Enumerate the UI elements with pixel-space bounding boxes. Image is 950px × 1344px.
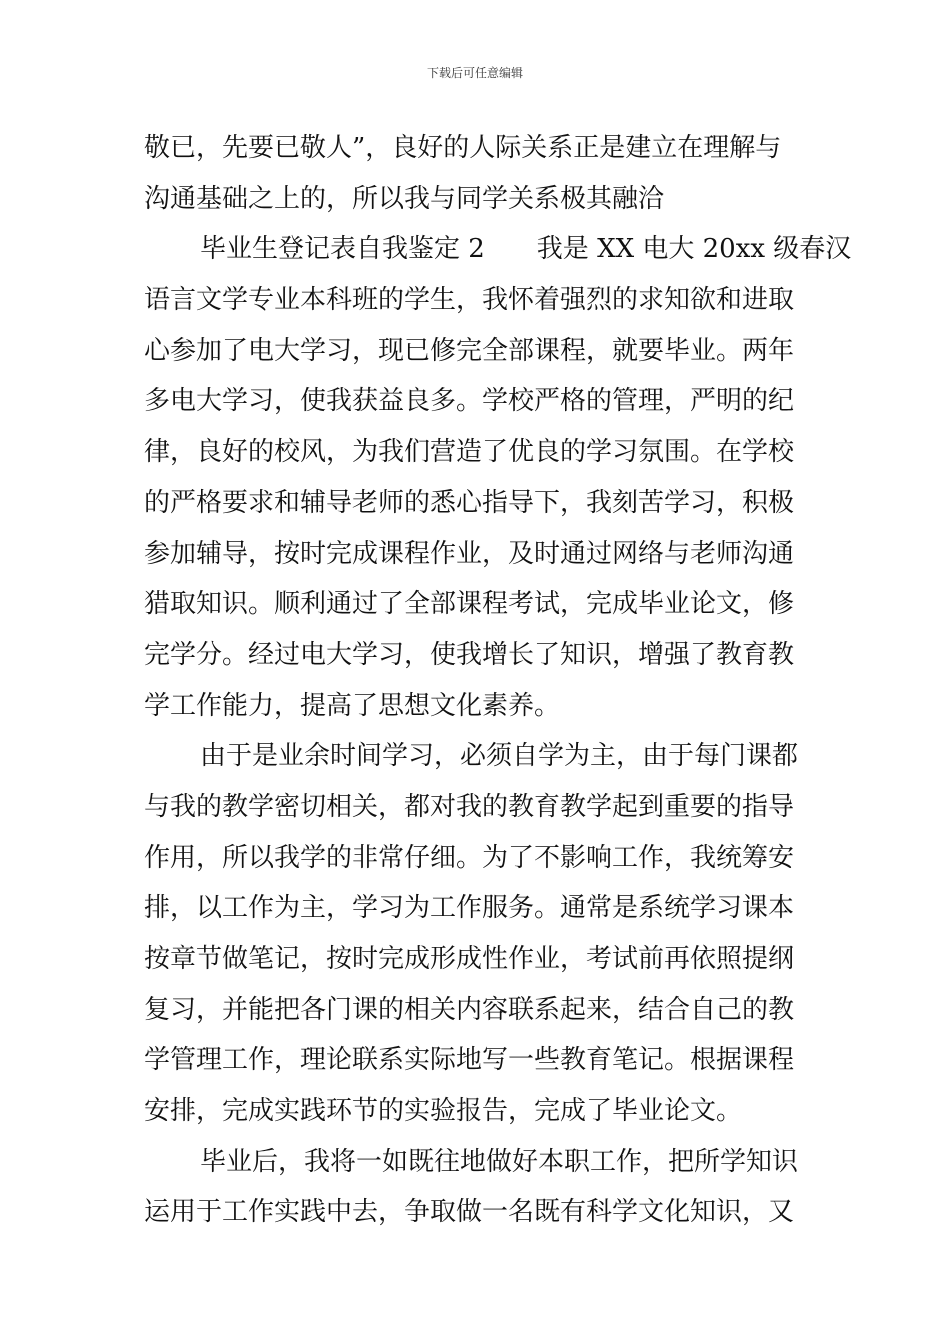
text-line: 学管理工作，理论联系实际地写一些教育笔记。根据课程 [144, 1045, 795, 1076]
text-line: 完学分。经过电大学习，使我增长了知识，增强了教育教 [144, 639, 795, 670]
text-line: 沟通基础之上的，所以我与同学关系极其融洽 [144, 183, 665, 214]
text-line: 律，良好的校风，为我们营造了优良的学习氛围。在学校 [144, 437, 795, 468]
text-line: 复习，并能把各门课的相关内容联系起来，结合自己的教 [144, 994, 795, 1025]
text-line: 安排，完成实践环节的实验报告，完成了毕业论文。 [144, 1096, 743, 1127]
text-line: 心参加了电大学习，现已修完全部课程，就要毕业。两年 [144, 335, 795, 366]
text-line: 运用于工作实践中去，争取做一名既有科学文化知识，又 [144, 1197, 795, 1228]
document-body [144, 123, 852, 1238]
text-line: 参加辅导，按时完成课程作业，及时通过网络与老师沟通 [144, 538, 795, 569]
section-heading-line: 毕业生登记表自我鉴定 2 我是 XX 电大 20xx 级春汉 [200, 234, 852, 265]
text-line: 的严格要求和辅导老师的悉心指导下，我刻苦学习，积极 [144, 487, 795, 518]
text-line: 多电大学习，使我获益良多。学校严格的管理，严明的纪 [144, 386, 795, 417]
text-line: 学工作能力，提高了思想文化素养。 [144, 690, 561, 721]
text-line: 敬已，先要已敬人”，良好的人际关系正是建立在理解与 [144, 133, 782, 163]
paragraph-start-line: 毕业后，我将一如既往地做好本职工作，把所学知识 [200, 1146, 799, 1177]
text-line: 排，以工作为主，学习为工作服务。通常是系统学习课本 [144, 893, 795, 924]
paragraph-start-line: 由于是业余时间学习，必须自学为主，由于每门课都 [200, 741, 799, 772]
text-line: 按章节做笔记，按时完成形成性作业，考试前再依照提纲 [144, 944, 795, 974]
text-line: 与我的教学密切相关，都对我的教育教学起到重要的指导 [144, 791, 795, 822]
text-line: 作用，所以我学的非常仔细。为了不影响工作，我统筹安 [144, 842, 795, 873]
text-line: 猎取知识。顺利通过了全部课程考试，完成毕业论文，修 [144, 589, 795, 620]
page-header: 下载后可任意编辑 [426, 66, 523, 80]
text-line: 语言文学专业本科班的学生，我怀着强烈的求知欲和进取 [144, 285, 795, 316]
